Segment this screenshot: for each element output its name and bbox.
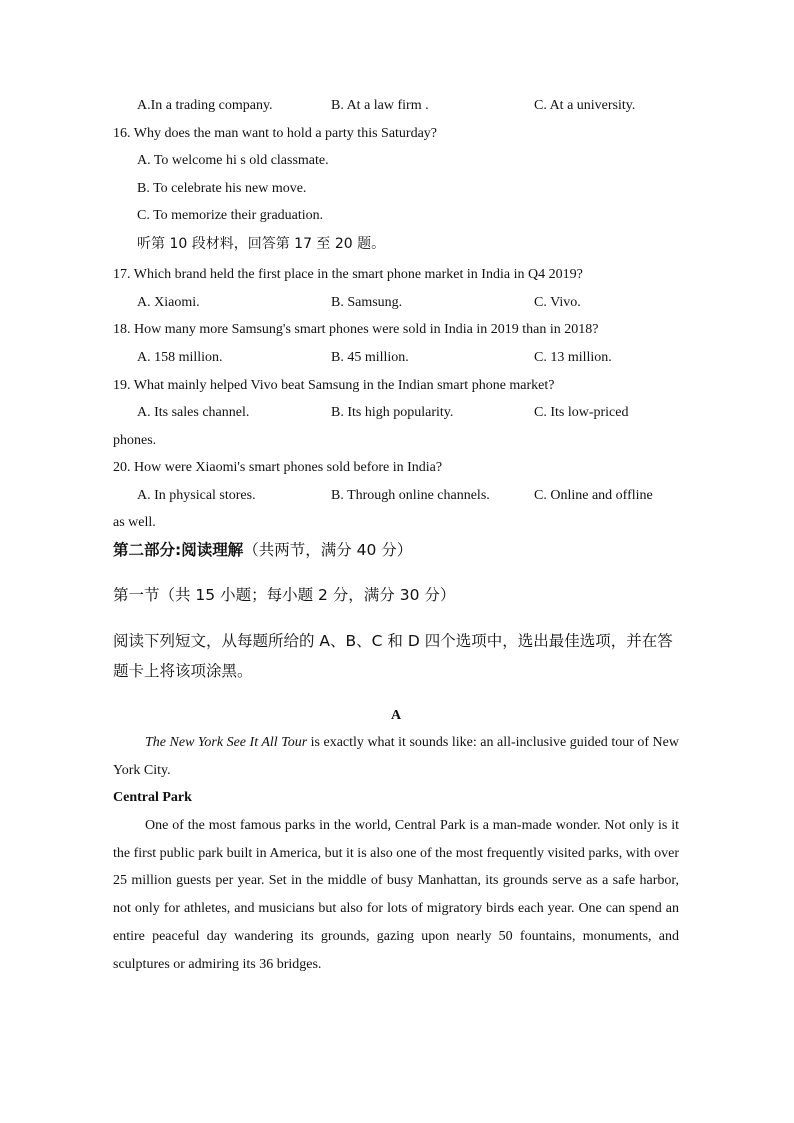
question-17-option-b: B. Samsung.	[331, 295, 403, 310]
part-2-heading	[113, 541, 412, 559]
question-16-option-a: A. To welcome hi s old classmate.	[137, 153, 329, 168]
question-19-option-b: B. Its high popularity.	[331, 405, 454, 420]
passage-body: One of the most famous parks in the world, Central Park is a man-made wonder. Not only is it the first public park built in America, but it is also one of the most frequently visited parks, with over 25 million guests per year. Set in the middle of busy Manhattan, its grounds serve as a safe harbor, not only for athletes, and musicians but also for lots of migratory birds each year. One can spend an entire peaceful day wandering its grounds, gazing upon nearly 50 fountains, monuments, and sculptures or admiring its 36 bridges.	[113, 818, 679, 972]
passage-intro-title: The New York See It All Tour	[145, 735, 308, 750]
question-16-option-c: C. To memorize their graduation.	[137, 208, 324, 223]
reading-instruction: 阅读下列短文，从每题所给的 A、B、C 和 D 四个选项中，选出最佳选项，并在答题卡上将该项涂黑。	[113, 632, 673, 680]
q15-option-a: A.In a trading company.	[137, 98, 273, 113]
question-17-option-c: C. Vivo.	[534, 295, 581, 310]
question-16-option-b: B. To celebrate his new move.	[137, 181, 307, 196]
q15-option-c: C. At a university.	[534, 98, 636, 113]
q15-option-b: B. At a law firm .	[331, 98, 429, 113]
part-2-note: （共两节，满分 40 分）	[243, 541, 413, 559]
question-19-stem: 19. What mainly helped Vivo beat Samsung in the Indian smart phone market?	[113, 378, 555, 393]
question-19-option-c-wrap: phones.	[113, 433, 157, 448]
passage-intro	[113, 729, 679, 784]
part-2-title: 第二部分:阅读理解	[113, 541, 244, 559]
question-19-option-c: C. Its low-priced	[534, 405, 629, 420]
question-18-option-c: C. 13 million.	[534, 350, 612, 365]
question-18-option-a: A. 158 million.	[137, 350, 223, 365]
passage-letter: A	[391, 708, 402, 723]
question-17-option-a: A. Xiaomi.	[137, 295, 200, 310]
question-18-stem: 18. How many more Samsung's smart phones were sold in India in 2019 than in 2018?	[113, 322, 599, 337]
passage-intro-text: is exactly what it sounds like: an all-inclusive guided tour of New York City.	[113, 735, 679, 778]
question-20-stem: 20. How were Xiaomi's smart phones sold before in India?	[113, 460, 443, 475]
question-20-option-a: A. In physical stores.	[137, 488, 256, 503]
question-20-option-c-wrap: as well.	[113, 515, 156, 530]
question-16-stem: 16. Why does the man want to hold a party this Saturday?	[113, 126, 438, 141]
question-18-option-b: B. 45 million.	[331, 350, 409, 365]
section-1-title: 第一节（共 15 小题；每小题 2 分，满分 30 分）	[113, 586, 456, 604]
question-17-stem: 17. Which brand held the first place in the smart phone market in India in Q4 2019?	[113, 267, 583, 282]
passage-heading: Central Park	[113, 790, 192, 805]
question-20-option-c: C. Online and offline	[534, 488, 653, 503]
question-20-option-b: B. Through online channels.	[331, 488, 490, 503]
question-19-option-a: A. Its sales channel.	[137, 405, 250, 420]
section-10-instruction: 听第 10 段材料，回答第 17 至 20 题。	[137, 236, 386, 252]
